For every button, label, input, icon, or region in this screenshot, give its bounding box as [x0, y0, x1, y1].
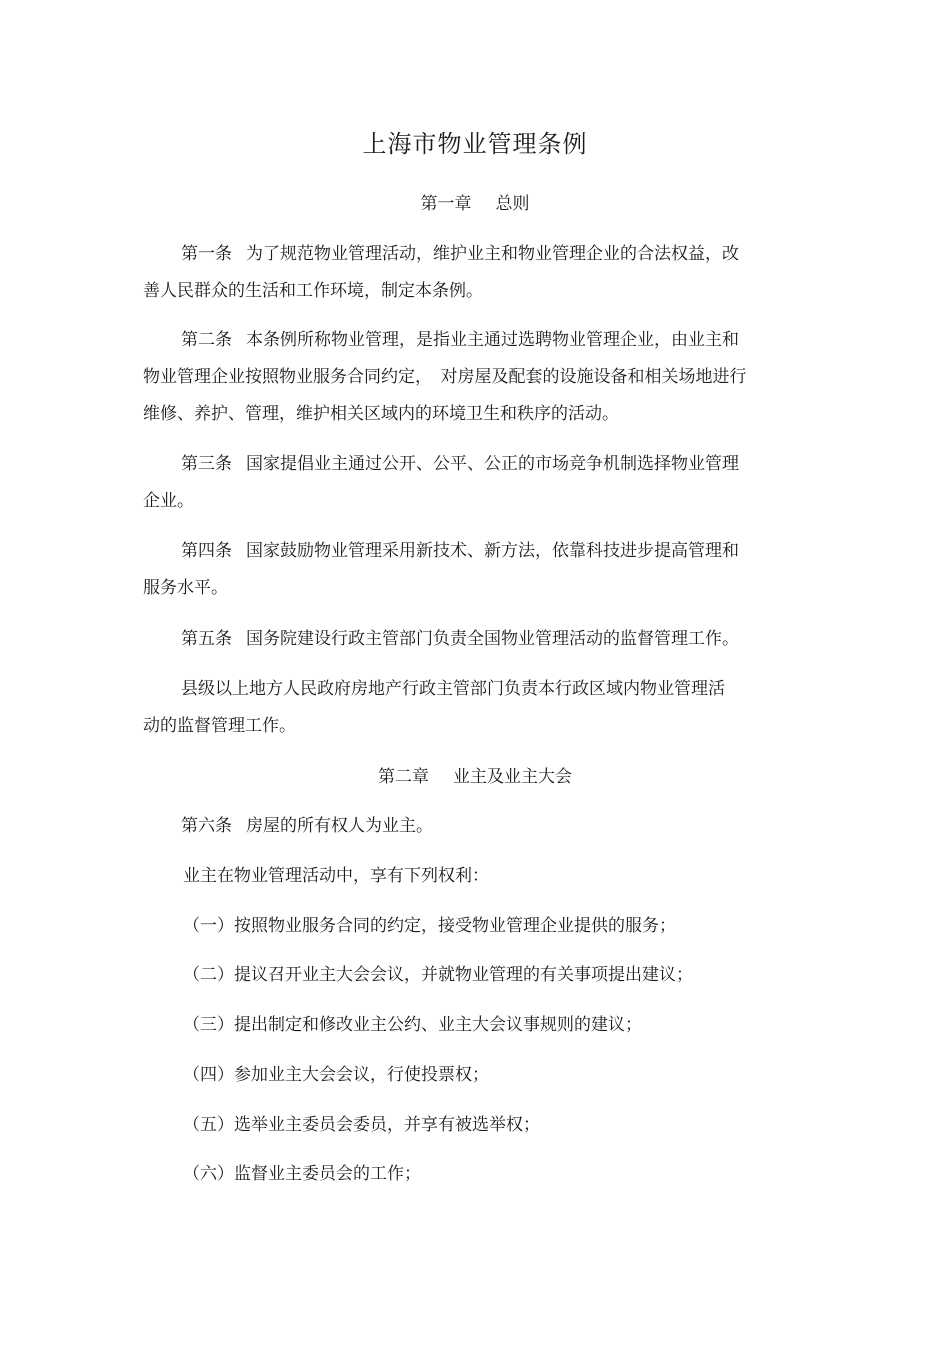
- article-label: 第四条: [181, 541, 232, 561]
- chapter-number: 第二章: [378, 767, 429, 787]
- article-text: 房屋的所有权人为业主。: [246, 816, 433, 836]
- article-text: 本条例所称物业管理，是指业主通过选聘物业管理企业，由业主和: [246, 330, 739, 350]
- article-text: 善人民群众的生活和工作环境，制定本条例。: [143, 281, 483, 301]
- article-label: 第六条: [181, 816, 232, 836]
- chapter-number: 第一章: [420, 194, 472, 214]
- article-2: [143, 322, 793, 433]
- article-text: 国家鼓励物业管理采用新技术、新方法，依靠科技进步提高管理和: [246, 541, 739, 561]
- chapter-name: 总则: [495, 194, 530, 214]
- article-label: 第一条: [181, 244, 232, 264]
- article-text: 国家提倡业主通过公开、公平、公正的市场竞争机制选择物业管理: [246, 454, 739, 474]
- article-text: 企业。: [143, 491, 194, 511]
- chapter-heading-2: [0, 765, 950, 789]
- article-3: [143, 446, 793, 520]
- rights-list-item: （四）参加业主大会会议，行使投票权；: [183, 1065, 489, 1085]
- article-text: 县级以上地方人民政府房地产行政主管部门负责本行政区域内物业管理活: [181, 679, 725, 699]
- rights-list-item: （一）按照物业服务合同的约定，接受物业管理企业提供的服务；: [183, 916, 676, 936]
- article-1: [143, 236, 793, 310]
- article-text: 服务水平。: [143, 578, 228, 598]
- chapter-heading-1: [0, 192, 950, 216]
- article-label: 第二条: [181, 330, 232, 350]
- article-text: 国务院建设行政主管部门负责全国物业管理活动的监督管理工作。: [246, 629, 739, 649]
- chapter-name: 业主及业主大会: [453, 767, 572, 787]
- article-5-paragraph-2: [143, 671, 793, 745]
- rights-list-item: （三）提出制定和修改业主公约、业主大会议事规则的建议；: [183, 1015, 642, 1035]
- article-text: 维修、养护、管理，维护相关区域内的环境卫生和秩序的活动。: [143, 404, 619, 424]
- article-text: 动的监督管理工作。: [143, 716, 296, 736]
- article-label: 第五条: [181, 629, 232, 649]
- article-label: 第三条: [181, 454, 232, 474]
- rights-list-item: （六）监督业主委员会的工作；: [183, 1164, 421, 1184]
- article-6: [143, 808, 793, 845]
- article-text: 物业管理企业按照物业服务合同约定， 对房屋及配套的设施设备和相关场地进行: [143, 367, 747, 387]
- article-text: 为了规范物业管理活动，维护业主和物业管理企业的合法权益，改: [246, 244, 739, 264]
- rights-list-item: （五）选举业主委员会委员，并享有被选举权；: [183, 1115, 540, 1135]
- rights-intro: 业主在物业管理活动中，享有下列权利：: [183, 866, 489, 886]
- document-title: 上海市物业管理条例: [362, 130, 588, 158]
- article-4: [143, 533, 793, 607]
- article-5: [143, 621, 793, 658]
- rights-list-item: （二）提议召开业主大会会议，并就物业管理的有关事项提出建议；: [183, 965, 693, 985]
